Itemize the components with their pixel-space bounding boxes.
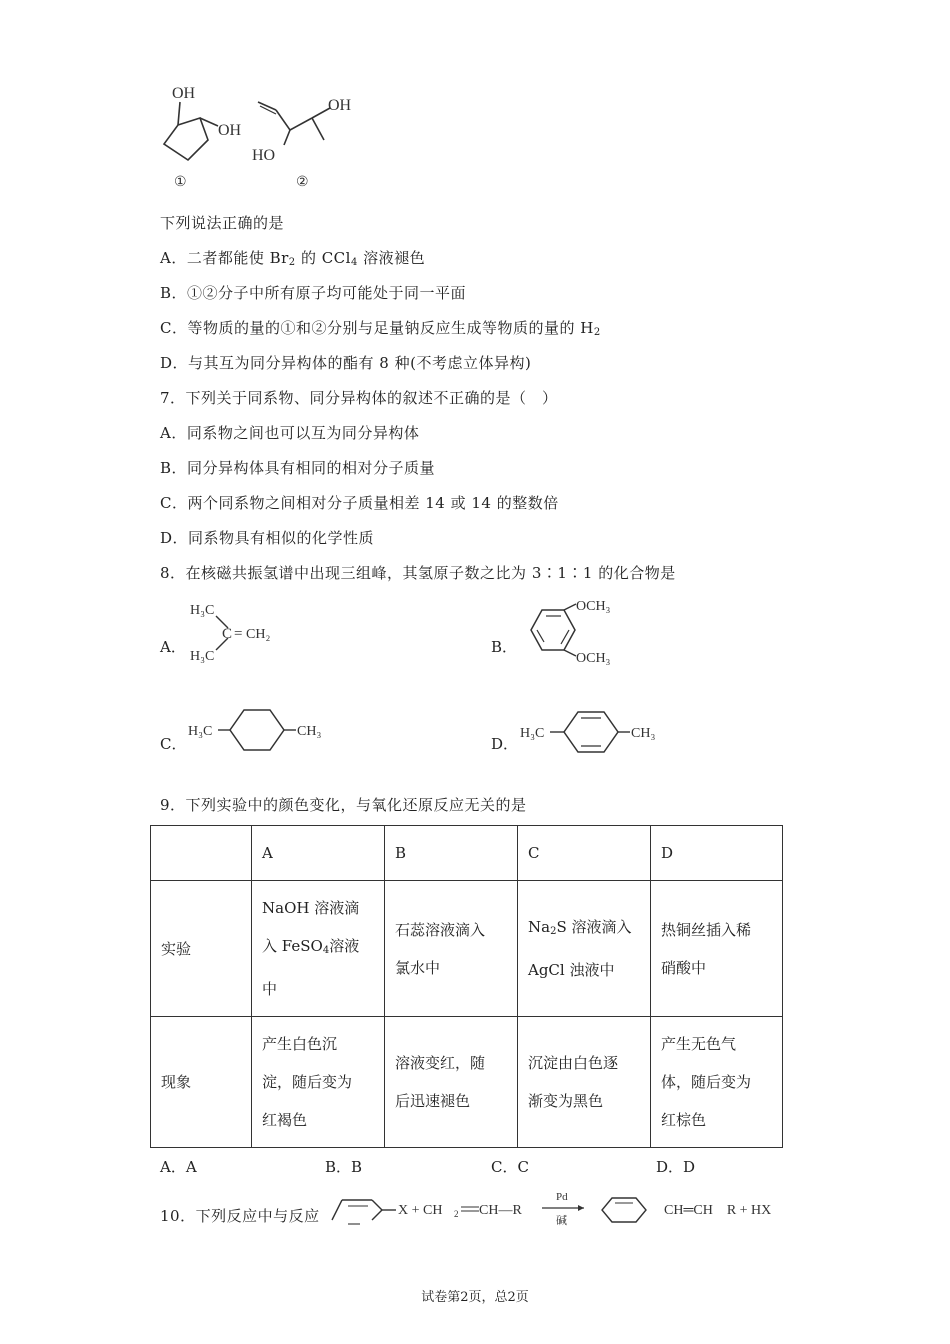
structure-2-butenediol — [248, 80, 368, 195]
table-header-cell: C — [518, 826, 651, 881]
svg-text:2: 2 — [454, 1209, 459, 1219]
ho-label: HO — [252, 147, 276, 164]
q9-answer-a[interactable]: A．A — [160, 1158, 197, 1176]
page-footer: 试卷第2页，总2页 — [421, 1290, 529, 1305]
q9-stem: 9．下列实验中的颜色变化，与氧化还原反应无关的是 — [160, 796, 527, 814]
q6-option-d[interactable]: D．与其互为同分异构体的酯有 8 种(不考虑立体异构) — [160, 354, 532, 372]
q8-option-a-label[interactable]: A． — [160, 638, 186, 656]
table-header-cell: B — [385, 826, 518, 881]
q9-answer-c[interactable]: C．C — [491, 1158, 529, 1176]
q6-option-b[interactable]: B．①②分子中所有原子均可能处于同一平面 — [160, 284, 467, 302]
q7-option-a[interactable]: A．同系物之间也可以互为同分异构体 — [160, 424, 420, 442]
svg-text:Pd: Pd — [556, 1191, 568, 1203]
table-row — [151, 826, 783, 881]
table-header-cell: D — [651, 826, 783, 881]
table-row — [151, 881, 783, 1017]
q7-option-b[interactable]: B．同分异构体具有相同的相对分子质量 — [160, 459, 436, 477]
phenomenon-cell-d: 产生无色气 体，随后变为 红棕色 — [651, 1017, 783, 1148]
q9-answer-d[interactable]: D．D — [656, 1158, 696, 1176]
table-row — [151, 1017, 783, 1148]
phenomenon-cell-c: 沉淀由白色逐 渐变为黑色 — [518, 1017, 651, 1148]
row-label-experiment: 实验 — [151, 881, 252, 1017]
experiment-cell-b: 石蕊溶液滴入 氯水中 — [385, 881, 518, 1017]
svg-text:CH₂: CH₂ — [246, 627, 271, 642]
q9-answer-b[interactable]: B．B — [325, 1158, 363, 1176]
svg-text:CH₃: CH₃ — [297, 724, 322, 739]
q8-stem: 8．在核磁共振氢谱中出现三组峰，其氢原子数之比为 3∶1∶1 的化合物是 — [160, 564, 676, 582]
compound-label-1: ① — [174, 175, 187, 190]
q7-option-d[interactable]: D．同系物具有相似的化学性质 — [160, 529, 375, 547]
q8-option-d-structure — [518, 704, 668, 760]
svg-text:H₃C: H₃C — [520, 726, 545, 741]
svg-text:X + CH: X + CH — [398, 1203, 443, 1218]
q8-option-d-label[interactable]: D． — [491, 735, 519, 753]
q9-experiment-table — [150, 825, 783, 1148]
experiment-cell-a: NaOH 溶液滴 入 FeSO$_4$溶液 中 — [252, 881, 385, 1017]
q7-option-c[interactable]: C．两个同系物之间相对分子质量相差 14 或 14 的整数倍 — [160, 494, 559, 512]
oh-label-2: OH — [218, 122, 242, 139]
oh-label-1: OH — [172, 85, 196, 102]
table-header-cell — [151, 826, 252, 881]
svg-text:C: C — [222, 626, 233, 642]
svg-text:=: = — [234, 626, 243, 642]
q6-option-a[interactable]: A．二者都能使 $Br_2$ 的 CCl$_4$ 溶液褪色 — [160, 249, 426, 268]
experiment-cell-d: 热铜丝插入稀 硝酸中 — [651, 881, 783, 1017]
svg-text:CH—R: CH—R — [479, 1203, 522, 1218]
svg-text:OCH₃: OCH₃ — [576, 599, 611, 614]
oh-label-3: OH — [328, 97, 352, 114]
svg-text:H₃C: H₃C — [188, 724, 213, 739]
q7-stem: 7．下列关于同系物、同分异构体的叙述不正确的是（ ） — [160, 389, 558, 407]
phenomenon-cell-a: 产生白色沉 淀，随后变为 红褐色 — [252, 1017, 385, 1148]
table-header-cell: A — [252, 826, 385, 881]
q8-option-c-label[interactable]: C． — [160, 735, 187, 753]
svg-text:OCH₃: OCH₃ — [576, 651, 611, 666]
svg-text:碱: 碱 — [556, 1215, 567, 1227]
svg-text:H₃C: H₃C — [190, 649, 215, 664]
row-label-phenomenon: 现象 — [151, 1017, 252, 1148]
q10-reaction-equation — [328, 1186, 790, 1230]
q10-stem: 10．下列反应中与反应 — [160, 1207, 320, 1225]
q6-option-c[interactable]: C．等物质的量的①和②分别与足量钠反应生成等物质的量的 $H_2$ — [160, 319, 601, 338]
q8-option-b-structure — [514, 596, 634, 670]
compound-label-2: ② — [296, 175, 309, 190]
svg-text:CH₃: CH₃ — [631, 726, 656, 741]
structure-1-cyclopentanediol — [150, 80, 260, 195]
q6-stem: 下列说法正确的是 — [160, 214, 285, 232]
q8-option-a-structure — [186, 598, 296, 668]
svg-text:H₃C: H₃C — [190, 603, 215, 618]
q8-option-b-label[interactable]: B． — [491, 638, 518, 656]
phenomenon-cell-b: 溶液变红，随 后迅速褪色 — [385, 1017, 518, 1148]
svg-text:CH═CH R + HX: CH═CH R + HX — [664, 1203, 772, 1218]
experiment-cell-c: $Na_2S$ 溶液滴入 AgCl 浊液中 — [518, 881, 651, 1017]
q8-option-c-structure — [186, 702, 336, 758]
